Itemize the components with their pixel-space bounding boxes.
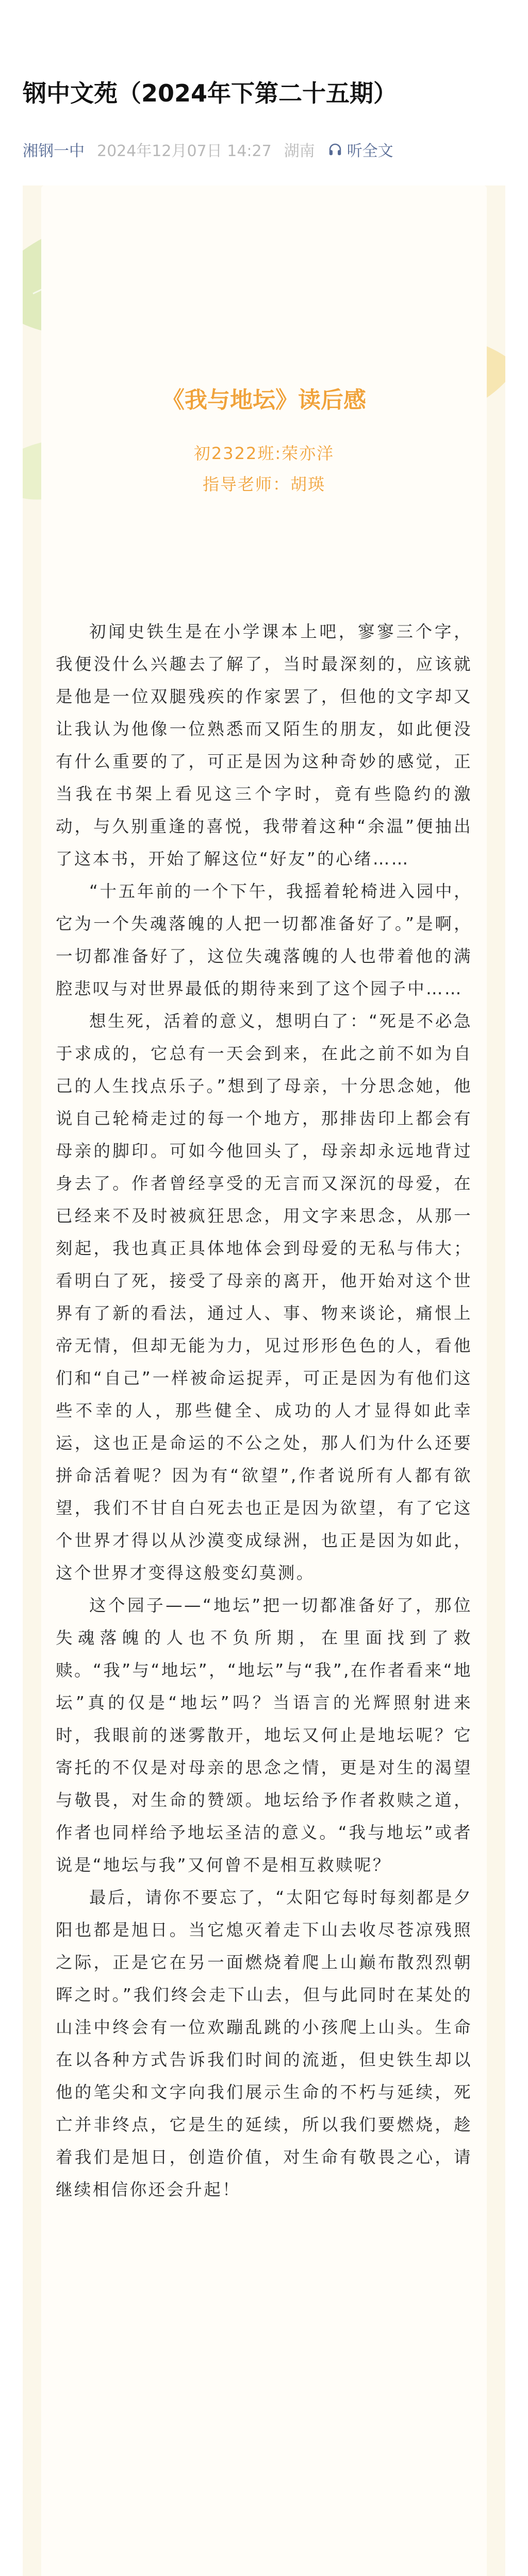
body-paragraph: 这个园子——“地坛”把一切都准备好了，那位失魂落魄的人也不负所期，在里面找到了救赎。“我”与“地坛”，“地坛”与“我”,在作者看来“地坛”真的仅是“地坛”吗？当语言的光辉照射进来时，我眼前的迷雾散开，地坛又何止是地坛呢？它寄托的不仅是对母亲的思念之情，更是对生的渴望与敬畏，对生命的赞颂。地坛给予作者救赎之道，作者也同样给予地坛圣洁的意义。“我与地坛”或者说是“地坛与我”又何曾不是相互救赎呢？ <box>56 1596 472 1875</box>
teacher-line: 指导老师：胡瑛 <box>202 474 325 494</box>
body-paragraph: 最后，请你不要忘了，“太阳它每时每刻都是夕阳也都是旭日。当它熄灭着走下山去收尽苍凉残照之际，正是它在另一面燃烧着爬上山巅布散烈烈朝晖之时。”我们终会走下山去，但与此同时在某处的山洼中终会有一位欢蹦乱跳的小孩爬上山头。生命在以各种方式告诉我们时间的流逝，但史铁生却以他的笔尖和文字向我们展示生命的不朽与延续，死亡并非终点，它是生的延续，所以我们要燃烧，趁着我们是旭日，创造价值，对生命有敬畏之心，请继续相信你还会升起！ <box>56 1888 472 2199</box>
author-line: 初2322班:荣亦洋 <box>193 444 335 463</box>
publish-location: 湖南 <box>284 142 315 160</box>
account-name-link[interactable]: 湘钢一中 <box>23 142 85 160</box>
article-meta <box>23 138 393 161</box>
body-paragraph: “十五年前的一个下午，我摇着轮椅进入园中，它为一个失魂落魄的人把一切都准备好了。”是啊，一切都准备好了，这位失魂落魄的人也带着他的满腔悲叹与对世界最低的期待来到了这个园子中…… <box>56 882 472 998</box>
listen-button[interactable] <box>327 138 393 161</box>
article-body <box>56 616 472 2206</box>
body-paragraph: 想生死，活着的意义，想明白了：“死是不必急于求成的，它总有一天会到来，在此之前不如为自己的人生找点乐子。”想到了母亲，十分思念她，他说自己轮椅走过的每一个地方，那排齿印上都会有母亲的脚印。可如今他回头了，母亲却永远地背过身去了。作者曾经享受的无言而又深沉的母爱，在已经来不及时被疯狂思念，用文字来思念，从那一刻起，我也真正具体地体会到母爱的无私与伟大；看明白了死，接受了母亲的离开，他开始对这个世界有了新的看法，通过人、事、物来谈论，痛恨上帝无情，但却无能为力，见过形形色色的人，看他们和“自己”一样被命运捉弄，可正是因为有他们这些不幸的人，那些健全、成功的人才显得如此幸运，这也正是命运的不公之处，那人们为什么还要拼命活着呢？因为有“欲望”,作者说所有人都有欲望，我们不甘自白死去也正是因为欲望，有了它这个世界才得以从沙漠变成绿洲，也正是因为如此，这个世界才变得这般变幻莫测。 <box>56 1011 472 1583</box>
body-paragraph: 初闻史铁生是在小学课本上吧，寥寥三个字，我便没什么兴趣去了解了，当时最深刻的，应该就是他是一位双腿残疾的作家罢了，但他的文字却又让我认为他像一位熟悉而又陌生的朋友，如此便没有什么重要的了，可正是因为这种奇妙的感觉，正当我在书架上看见这三个字时，竟有些隐约的激动，与久别重逢的喜悦，我带着这种“余温”便抽出了这本书，开始了解这位“好友”的心绪…… <box>56 622 472 869</box>
publish-date: 2024年12月07日 14:27 <box>97 142 272 160</box>
headphone-icon <box>327 142 343 157</box>
article-title: 钢中文苑（2024年下第二十五期） <box>23 79 398 107</box>
listen-label: 听全文 <box>346 142 393 160</box>
review-title: 《我与地坛》读后感 <box>162 387 366 413</box>
